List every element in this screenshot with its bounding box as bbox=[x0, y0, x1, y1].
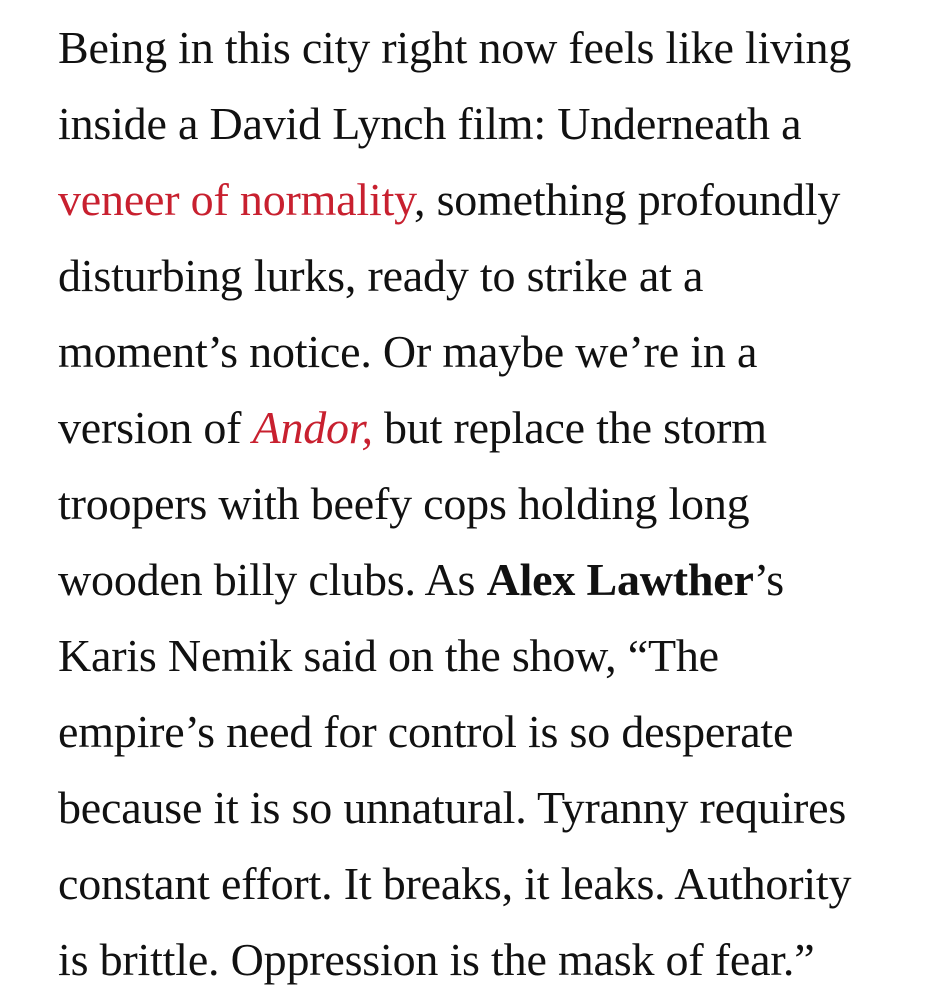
text-run: wooden billy clubs. As bbox=[58, 554, 487, 605]
text-run: because it is so unnatural. Tyranny requires bbox=[58, 782, 847, 833]
andor-link[interactable]: Andor, bbox=[252, 402, 373, 453]
text-run: version of bbox=[58, 402, 253, 453]
veneer-of-normality-link[interactable]: veneer of normality bbox=[58, 174, 414, 225]
alex-lawther-name: Alex Lawther bbox=[486, 554, 754, 605]
text-run: disturbing lurks, ready to strike at a bbox=[58, 250, 704, 301]
text-line-7 bbox=[58, 466, 938, 542]
text-run: ’s bbox=[753, 554, 785, 605]
text-line-3 bbox=[58, 162, 938, 238]
text-run: Karis Nemik said on the show, “The bbox=[58, 630, 719, 681]
text-run: but replace the storm bbox=[372, 402, 767, 453]
text-line-5 bbox=[58, 314, 938, 390]
text-line-9 bbox=[58, 618, 938, 694]
article-paragraph bbox=[58, 10, 938, 998]
text-line-12 bbox=[58, 846, 938, 922]
text-line-1 bbox=[58, 10, 938, 86]
text-line-6 bbox=[58, 390, 938, 466]
text-line-4 bbox=[58, 238, 938, 314]
text-line-10 bbox=[58, 694, 938, 770]
text-line-8 bbox=[58, 542, 938, 618]
text-run: constant effort. It breaks, it leaks. Authority bbox=[58, 858, 852, 909]
text-run: troopers with beefy cops holding long bbox=[58, 478, 750, 529]
text-run: empire’s need for control is so desperate bbox=[58, 706, 794, 757]
text-run: , something profoundly bbox=[413, 174, 841, 225]
text-run: moment’s notice. Or maybe we’re in a bbox=[58, 326, 758, 377]
text-line-13 bbox=[58, 922, 938, 998]
text-line-11 bbox=[58, 770, 938, 846]
text-run: inside a David Lynch film: Underneath a bbox=[58, 98, 802, 149]
text-run: Being in this city right now feels like living bbox=[58, 22, 852, 73]
text-run: is brittle. Oppression is the mask of fear.” bbox=[58, 934, 815, 985]
article-body bbox=[58, 10, 938, 998]
text-line-2 bbox=[58, 86, 938, 162]
